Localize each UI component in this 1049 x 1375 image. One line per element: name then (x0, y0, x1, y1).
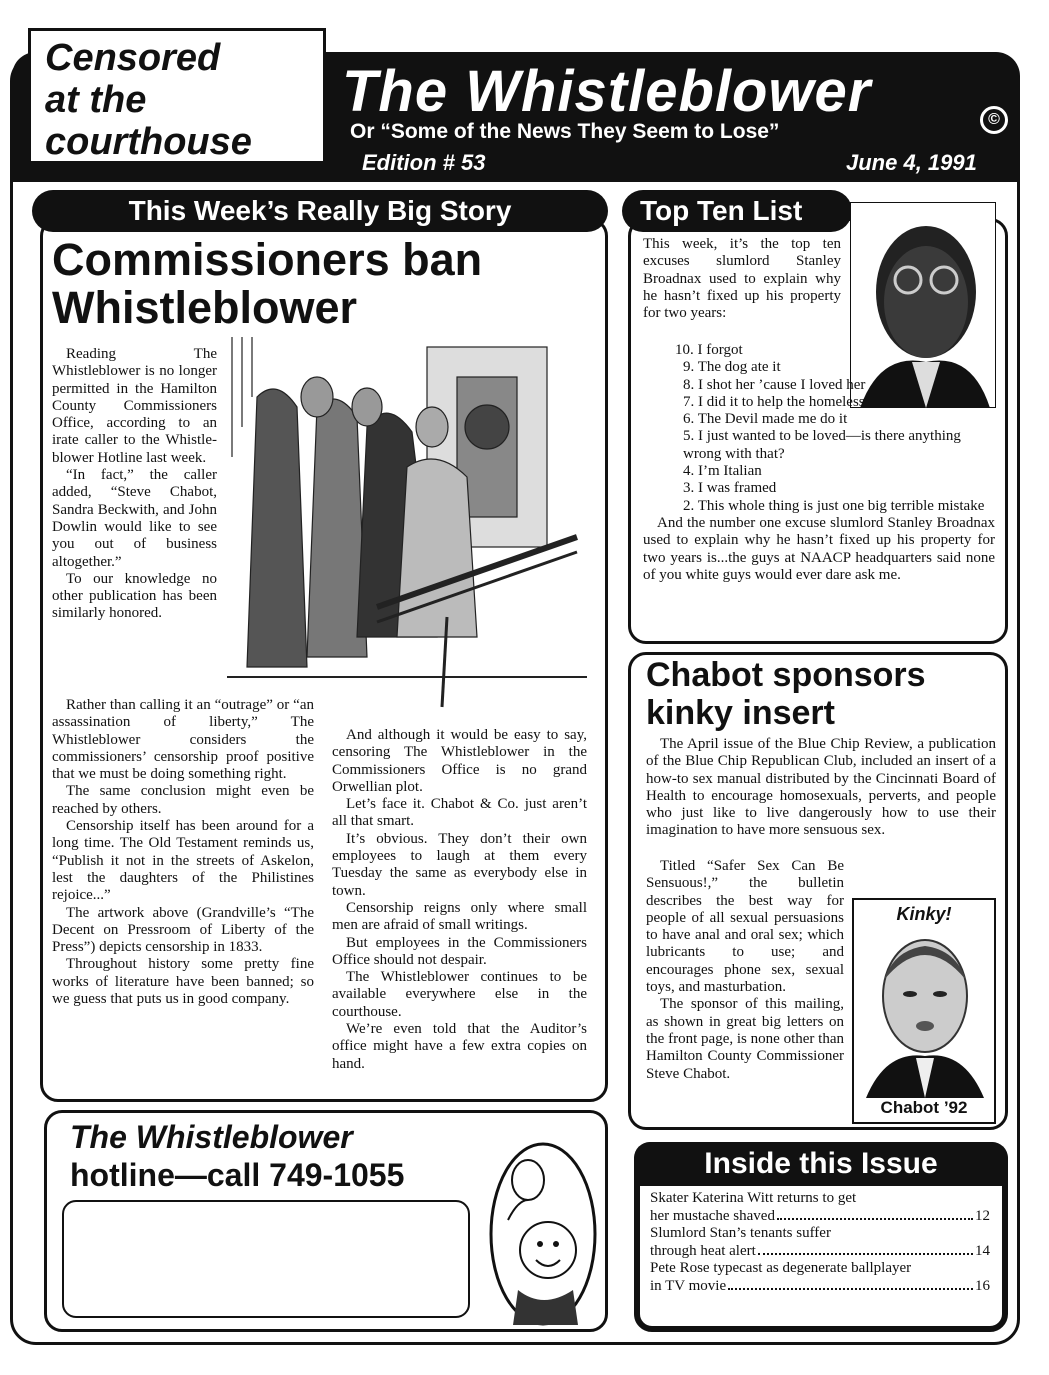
main-headline-line-1: Commissioners ban (52, 234, 483, 285)
list-item: 10. I forgot (675, 342, 743, 358)
main-story-col1-bottom (52, 697, 314, 1008)
chabot-headline-line-1: Chabot sponsors (646, 656, 926, 694)
main-story-col2 (332, 727, 587, 1073)
chabot-paragraph: Titled “Safer Sex Can Be Sensuous!,” the bulletin describes the best way for people of all sexual persuasions to have anal and oral sex; which lubricants to use; and encourages phone sex, sexual toys, and masturbation. (646, 858, 844, 996)
main-headline-line-2: Whistleblower (52, 282, 358, 333)
hotline-line-2: hotline—call 749-1055 (70, 1157, 405, 1193)
main-story-paragraph: We’re even told that the Auditor’s office might have a few extra copies on hand. (332, 1021, 587, 1072)
main-story-paragraph: Throughout history some pretty fine works of literature have been banned; so we guess that puts us in good company. (52, 956, 314, 1008)
chabot-story-top (646, 736, 996, 840)
inside-item-title: Pete Rose typecast as degenerate ballplayer (650, 1260, 912, 1276)
main-story-paragraph: Reading The Whistleblower is no longer permitted in the Hamilton County Commissioners Office, according to an irate caller to the Whistle-blower Hotline last week. (52, 346, 217, 466)
issue-date: June 4, 1991 (846, 150, 977, 175)
main-story-paragraph: To our knowledge no other publication has been similarly honored. (52, 570, 217, 622)
list-item[interactable] (650, 1225, 990, 1260)
list-item[interactable] (650, 1190, 990, 1225)
main-story-paragraph: The artwork above (Grandville’s “The Decent on Pressroom of Liberty of the Press”) depicts censorship in 1833. (52, 904, 314, 956)
hotline-line-1: The Whistleblower (70, 1119, 353, 1155)
publication-subtitle: Or “Some of the News They Seem to Lose” (350, 120, 780, 143)
main-story-paragraph: “In fact,” the caller added, “Steve Chabot, Sandra Beckwith, and John Dowlin would like to see you out of business altogether.” (52, 467, 217, 570)
main-story-col1-top (52, 346, 217, 623)
chabot-paragraph: The sponsor of this mailing, as shown in great big letters on the front page, is none other than Hamilton County Commissioner Steve Chabot. (646, 996, 844, 1082)
main-headline (52, 236, 482, 332)
chabot-story-narrow (646, 858, 844, 1128)
inside-item-title-cont: through heat alert (650, 1242, 756, 1259)
inside-section-label: Inside this Issue (634, 1142, 1008, 1186)
edition-number: Edition # 53 (362, 150, 486, 175)
copyright-icon: © (980, 106, 1008, 134)
censored-badge (28, 28, 326, 164)
main-story-paragraph: But employees in the Commissioners Office should not despair. (332, 934, 587, 968)
list-item[interactable] (650, 1260, 990, 1295)
main-story-paragraph: Censorship reigns only where small men are afraid of small writings. (332, 899, 587, 934)
censored-line-1: Censored (45, 37, 221, 79)
kinky-photo-frame (852, 898, 996, 1124)
inside-item-title-cont: her mustache shaved (650, 1207, 775, 1224)
inside-item-title: Skater Katerina Witt returns to get (650, 1190, 857, 1206)
portrait-photo-icon (866, 930, 984, 1098)
list-item: 8. I shot her ’cause I loved her (683, 376, 866, 393)
inside-item-title-cont: in TV movie (650, 1277, 727, 1294)
list-item: 4. I’m Italian (683, 463, 762, 480)
main-story-paragraph: And although it would be easy to say, censoring The Whistleblower in the Commissioners Office is no grand Orwellian plot. (332, 727, 587, 795)
main-story-paragraph: Let’s face it. Chabot & Co. just aren’t all that smart. (332, 796, 587, 830)
list-item: 3. I was framed (683, 480, 777, 497)
inside-item-page: 16 (975, 1277, 990, 1294)
chabot-photo-caption: Chabot ’92 (880, 1098, 968, 1117)
main-story-paragraph: Censorship itself has been around for a long time. The Old Testament reminds us, “Publish it not in the streets of Askelon, lest the daughters of the Philistines rejoice...” (52, 818, 314, 904)
list-item: 5. I just wanted to be loved—is there anything wrong with that? (683, 428, 961, 462)
inside-item-page: 12 (975, 1207, 990, 1224)
inside-list (650, 1190, 990, 1295)
top-ten-intro: This week, it’s the top ten excuses slumlord Stanley Broadnax used to explain why he hasn’t fixed up his property for two years: (643, 236, 841, 322)
chabot-headline-line-2: kinky insert (646, 694, 835, 732)
hotline-blank-area (62, 1200, 470, 1318)
top-ten-list (643, 342, 995, 584)
publication-title: The Whistleblower (342, 59, 872, 124)
chabot-headline (646, 656, 926, 732)
list-item: 2. This whole thing is just one big terrible mistake (683, 497, 985, 514)
top-ten-closing: And the number one excuse slumlord Stanley Broadnax used to explain why he hasn’t fixed up his property for two years is...the guys at NAACP headquarters said none of you white guys would ever dare ask me. (643, 514, 995, 583)
list-item: 7. I did it to help the homeless (683, 393, 865, 410)
top-ten-section-label: Top Ten List (622, 190, 852, 232)
engraving-illustration-icon (227, 337, 587, 715)
main-story-paragraph: The Whistleblower continues to be available everywhere else in the courthouse. (332, 969, 587, 1020)
censored-line-2: at the (45, 79, 147, 121)
list-item: 9. The dog ate it (683, 359, 781, 376)
inside-item-title: Slumlord Stan’s tenants suffer (650, 1225, 831, 1241)
chabot-paragraph: The April issue of the Blue Chip Review, a publication of the Blue Chip Republican Club, included an insert of a how-to sex manual distributed by the Cincinnati Board of Health to encourage homosexuals, perverts, and people who just like to live dangerously how to use their imagination to have more sensuous sex. (646, 736, 996, 839)
main-story-section-label: This Week’s Really Big Story (32, 190, 608, 232)
censored-line-3: courthouse (45, 121, 252, 163)
inside-item-page: 14 (975, 1242, 990, 1259)
main-story-paragraph: It’s obvious. They don’t their own employees to laugh at them every Tuesday the same as everybody else in town. (332, 830, 587, 899)
cartoon-character-icon (488, 1140, 598, 1328)
kinky-caption: Kinky! (896, 904, 952, 924)
main-story-paragraph: The same conclusion might even be reached by others. (52, 783, 314, 817)
main-story-paragraph: Rather than calling it an “outrage” or “an assassination of liberty,” The Whistleblower considers the commissioners’ censorship proof positive that we must be doing something right. (52, 697, 314, 783)
hotline-text (70, 1118, 404, 1194)
list-item: 6. The Devil made me do it (683, 411, 848, 428)
